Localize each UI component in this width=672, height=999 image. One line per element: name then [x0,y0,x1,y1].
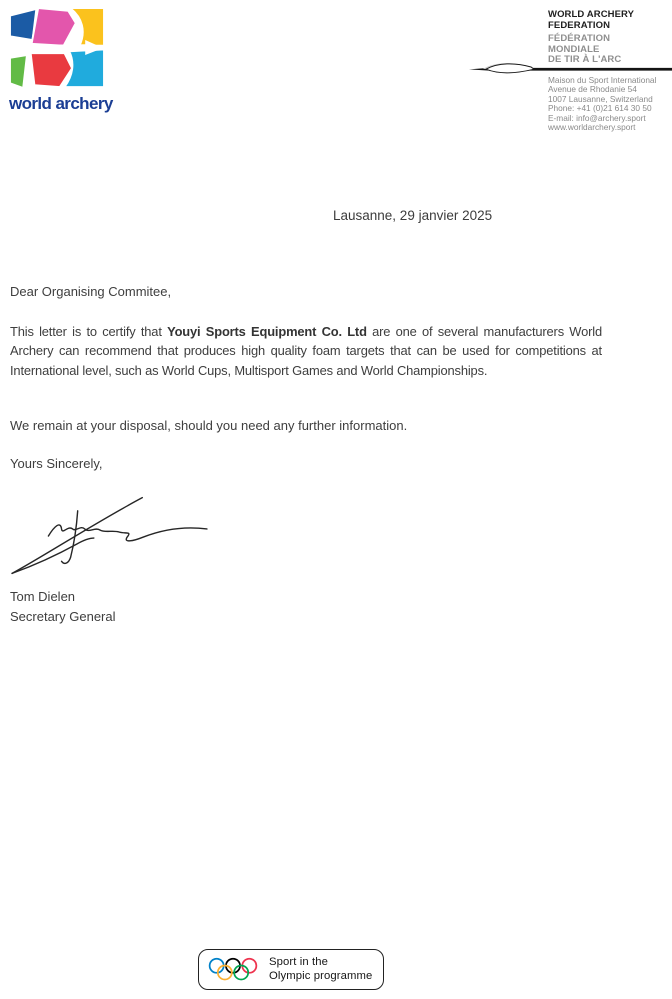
address-website: www.worldarchery.sport [548,122,636,133]
org-name-en-line2: FEDERATION [548,19,611,31]
badge-text-line2: Olympic programme [269,969,373,982]
address-line: 1007 Lausanne, Switzerland [548,93,653,104]
logo-wordmark: world archery [9,94,113,113]
logo-green-shape [10,55,27,88]
badge-text-line1: Sport in the [269,956,328,969]
dateline: Lausanne, 29 janvier 2025 [333,208,493,223]
address-phone: Phone: +41 (0)21 614 30 50 [548,103,652,114]
closing-line: We remain at your disposal, should you need any further information. [10,418,408,433]
olympic-programme-badge [198,949,384,990]
org-name-fr-line1: FÉDÉRATION [548,33,611,44]
world-archery-logo [9,8,120,113]
body-text-before: This letter is to certify that [10,324,168,339]
badge-text [269,956,372,982]
signature-stroke [62,511,78,564]
body-text-after: are one of several manufacturers World Archery can recommend that produces high quality foam targets that can be used for competitions at International level, such as World Cups, Multisport Games and World Championships. [10,324,602,378]
org-name-block [548,10,672,66]
salutation: Dear Organising Commitee, [10,284,172,299]
body-paragraph [10,322,602,380]
logo-red-shape [31,53,72,87]
org-name-fr-line2: MONDIALE [548,43,600,55]
signature-stroke [12,538,94,573]
address-email: E-mail: info@archery.sport [548,112,646,123]
address-line: Maison du Sport International [548,75,657,85]
logo-yellow-shape [70,8,104,46]
signature-stroke [12,498,142,574]
signer-block [10,587,116,626]
world-archery-logo-mark [10,8,104,88]
org-name-en-line1: WORLD ARCHERY [548,9,635,20]
company-name: Youyi Sports Equipment Co. Ltd [167,324,367,339]
signature-handwriting [4,486,216,578]
signer-name: Tom Dielen [10,589,76,604]
signer-title: Secretary General [10,608,116,624]
logo-magenta-shape [32,8,76,46]
address-line: Avenue de Rhodanie 54 [548,84,637,95]
valediction: Yours Sincerely, [10,456,103,471]
org-name-fr-line3: DE TIR À L'ARC [548,54,622,65]
olympic-rings-icon [208,957,258,982]
address-block [548,76,672,132]
